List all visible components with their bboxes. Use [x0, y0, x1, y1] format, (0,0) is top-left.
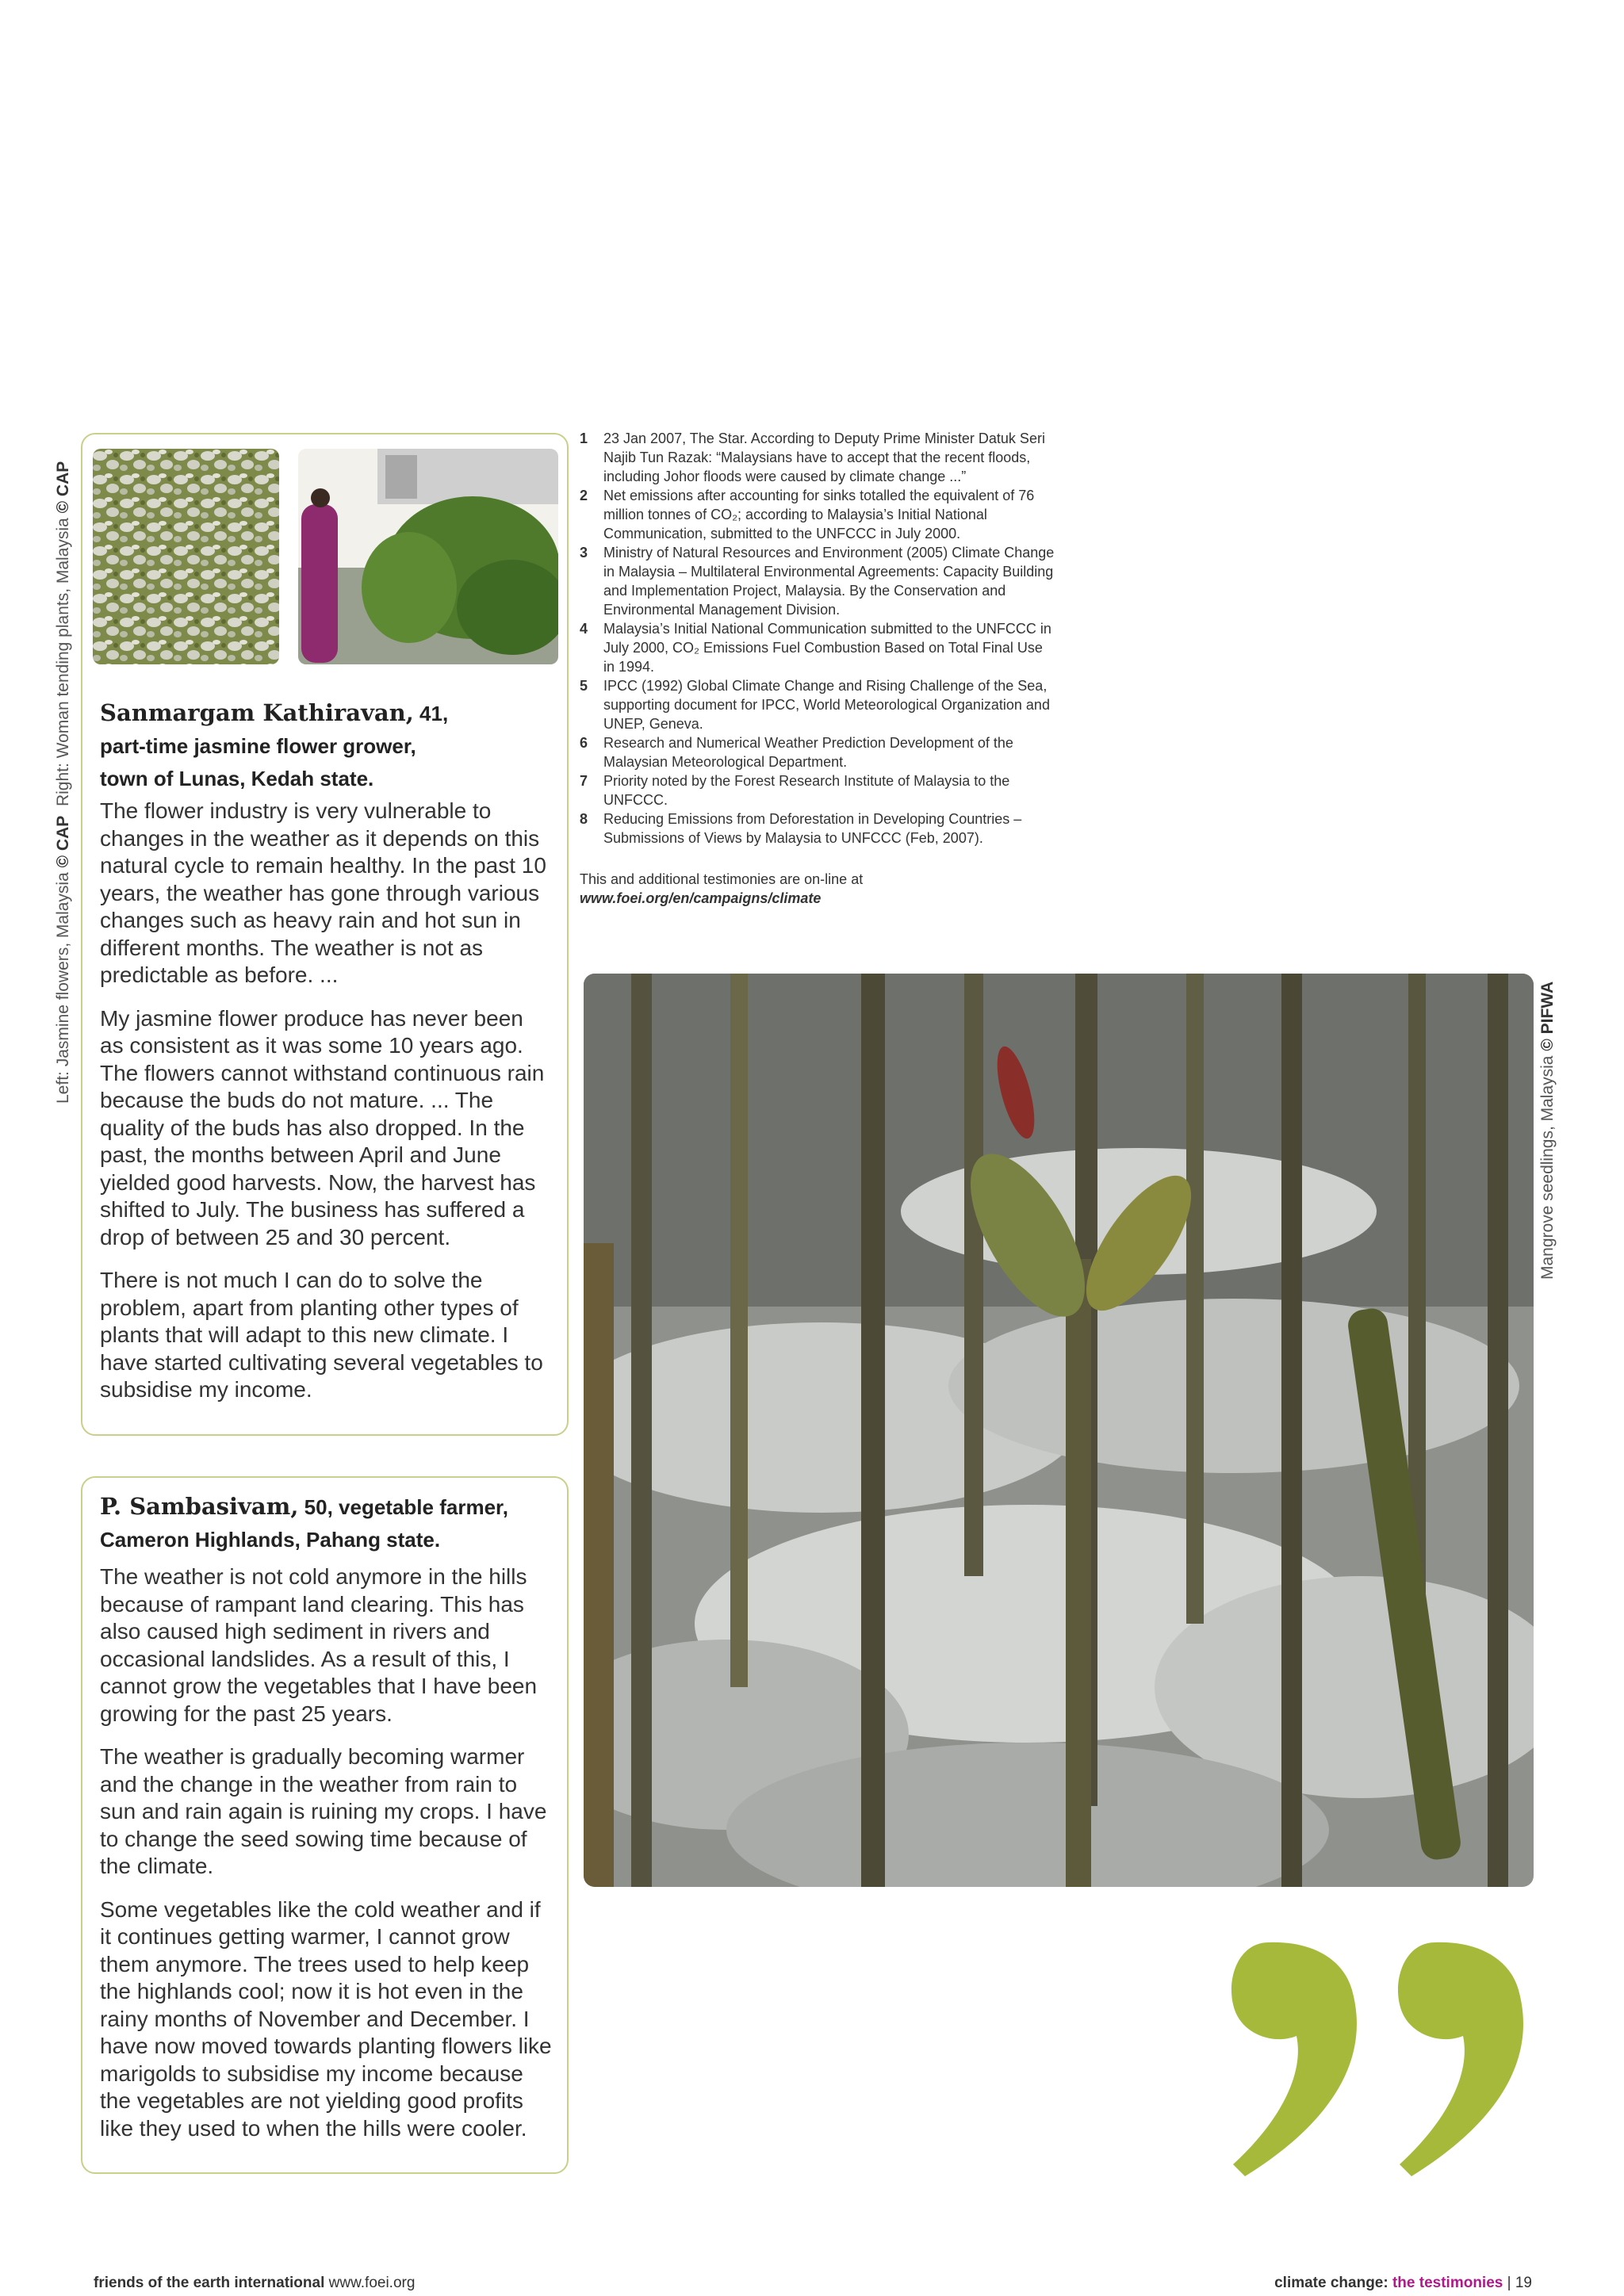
testimony-1-paragraph: The flower industry is very vulnerable to changes in the weather as it depends on this natural cycle to remain healthy. In the past 10 years, the weather has gone through various changes such as heavy rain and hot sun in different months. The weather is not as predictable as before. ... — [100, 798, 546, 987]
testimony-2-name: P. Sambasivam, — [100, 1493, 299, 1520]
testimony-2-location: Cameron Highlands, Pahang state. — [100, 1528, 441, 1552]
footer-right — [1274, 2275, 1532, 2292]
mangrove-seedlings-photo — [584, 974, 1534, 1887]
footnote-number: 7 — [580, 773, 588, 789]
footer-separator: | — [1503, 2275, 1515, 2291]
footnote — [580, 676, 1055, 733]
footnote-text: Net emissions after accounting for sinks totalled the equivalent of 76 million tonnes of CO₂; according to Malaysia’s Initial National Communication, submitted to the UNFCCC in July 2000. — [603, 488, 1035, 541]
online-note — [580, 870, 1055, 908]
testimony-1-name: Sanmargam Kathiravan, — [100, 699, 414, 726]
footnote-number: 1 — [580, 430, 588, 446]
footnote-text: 23 Jan 2007, The Star. According to Deputy Prime Minister Datuk Seri Najib Tun Razak: “Malaysians have to accept that the recent floods, including Johor floods were caused by climate change ...” — [603, 430, 1045, 484]
footnote-text: Priority noted by the Forest Research Institute of Malaysia to the UNFCCC. — [603, 773, 1010, 808]
footnote — [580, 543, 1055, 619]
testimony-1-paragraph: There is not much I can do to solve the problem, apart from planting other types of plants that will adapt to this new climate. I have started cultivating several vegetables to subsidise my income. — [100, 1268, 543, 1402]
woman-tending-plants-photo — [298, 449, 558, 664]
footnote — [580, 809, 1055, 848]
footnote-text: Reducing Emissions from Deforestation in Developing Countries – Submissions of Views by Malaysia to UNFCCC (Feb, 2007). — [603, 811, 1022, 846]
testimony-2-age: 50, vegetable farmer, — [298, 1495, 508, 1519]
online-text: This and additional testimonies are on-line at — [580, 871, 864, 887]
footnote-text: Ministry of Natural Resources and Environment (2005) Climate Change in Malaysia – Multilateral Environmental Agreements: Capacity Building and Implementation Project, Malaysia. By the Conservation and Environmental Management Division. — [603, 545, 1055, 618]
testimony-card-kathiravan — [81, 433, 569, 1436]
page-number: 19 — [1515, 2275, 1532, 2291]
credit-right-prefix: Right: Woman tending plants, Malaysia — [54, 518, 72, 807]
footnote — [580, 771, 1055, 809]
footnotes — [580, 429, 1055, 908]
footnote-text: Malaysia’s Initial National Communication submitted to the UNFCCC in July 2000, CO₂ Emissions Fuel Combustion Based on Total Final Use in 1994. — [603, 621, 1051, 675]
credit-mangrove-prefix: Mangrove seedlings, Malaysia — [1538, 1055, 1557, 1280]
online-url-link[interactable]: www.foei.org/en/campaigns/climate — [580, 890, 822, 906]
testimony-1-occupation: part-time jasmine flower grower, — [100, 734, 416, 758]
footnote-number: 3 — [580, 545, 588, 561]
jasmine-flowers-photo — [93, 449, 279, 664]
footnote-text: IPCC (1992) Global Climate Change and Rising Challenge of the Sea, supporting document for IPCC, World Meteorological Organization and UNEP, Geneva. — [603, 678, 1050, 732]
credit-mangrove-owner: © PIFWA — [1538, 981, 1557, 1051]
testimony-2-paragraph: The weather is gradually becoming warmer and the change in the weather from rain to sun and rain again is ruining my crops. I have to change the seed sowing time because of the climate. — [100, 1744, 547, 1878]
credit-left-owner: © CAP — [54, 815, 72, 868]
testimony-1-paragraph: My jasmine flower produce has never been as consistent as it was some 10 years ago. The flowers cannot withstand continuous rain because the buds do not mature. ... The quality of the buds has also dropped. In the past, the months between April and June yielded good harvests. Now, the harvest has shifted to July. The business has suffered a drop of between 25 and 30 percent. — [100, 1005, 545, 1249]
footnote-text: Research and Numerical Weather Prediction Development of the Malaysian Meteorological Department. — [603, 735, 1013, 770]
testimony-2-paragraph: Some vegetables like the cold weather and if it continues getting warmer, I cannot grow them anymore. The trees used to help keep the highlands cool; now it is hot even in the rainy months of November and December. I have now moved towards planting flowers like marigolds to subsidise my income because the vegetables are not yielding good profits like they used to when the hills were cooler. — [100, 1896, 552, 2141]
footnote — [580, 619, 1055, 676]
testimony-1-header — [100, 698, 551, 797]
footnote-number: 6 — [580, 735, 588, 751]
photo-credit-mangrove — [1538, 982, 1557, 1280]
testimony-2-paragraph: The weather is not cold anymore in the hills because of rampant land clearing. This has also caused high sediment in rivers and occasional landslides. As a result of this, I cannot grow the vegetables that I have been growing for the past 25 years. — [100, 1564, 538, 1726]
testimony-1-age: 41, — [413, 702, 449, 725]
footer-section-highlight: the testimonies — [1388, 2275, 1503, 2291]
footer-left — [94, 2275, 415, 2292]
footnote-number: 4 — [580, 621, 588, 637]
footnote-number: 5 — [580, 678, 588, 694]
footnote-number: 8 — [580, 811, 588, 827]
credit-left-prefix: Left: Jasmine flowers, Malaysia — [54, 872, 72, 1104]
footer-org: friends of the earth international — [94, 2275, 325, 2291]
footer-site: www.foei.org — [324, 2275, 416, 2291]
testimony-1-location: town of Lunas, Kedah state. — [100, 767, 374, 790]
testimony-2-header — [100, 1492, 551, 1558]
footnote-number: 2 — [580, 488, 588, 503]
footnote — [580, 429, 1055, 486]
footer-section: climate change: — [1274, 2275, 1388, 2291]
testimony-card-sambasivam — [81, 1476, 569, 2174]
testimony-1-body — [100, 798, 553, 1420]
footnote — [580, 486, 1055, 543]
footnote — [580, 733, 1055, 771]
credit-right-owner: © CAP — [54, 461, 72, 514]
testimony-2-body — [100, 1563, 553, 2158]
photo-credit-jasmine — [54, 461, 73, 1104]
closing-quote-icon — [1225, 1934, 1542, 2180]
